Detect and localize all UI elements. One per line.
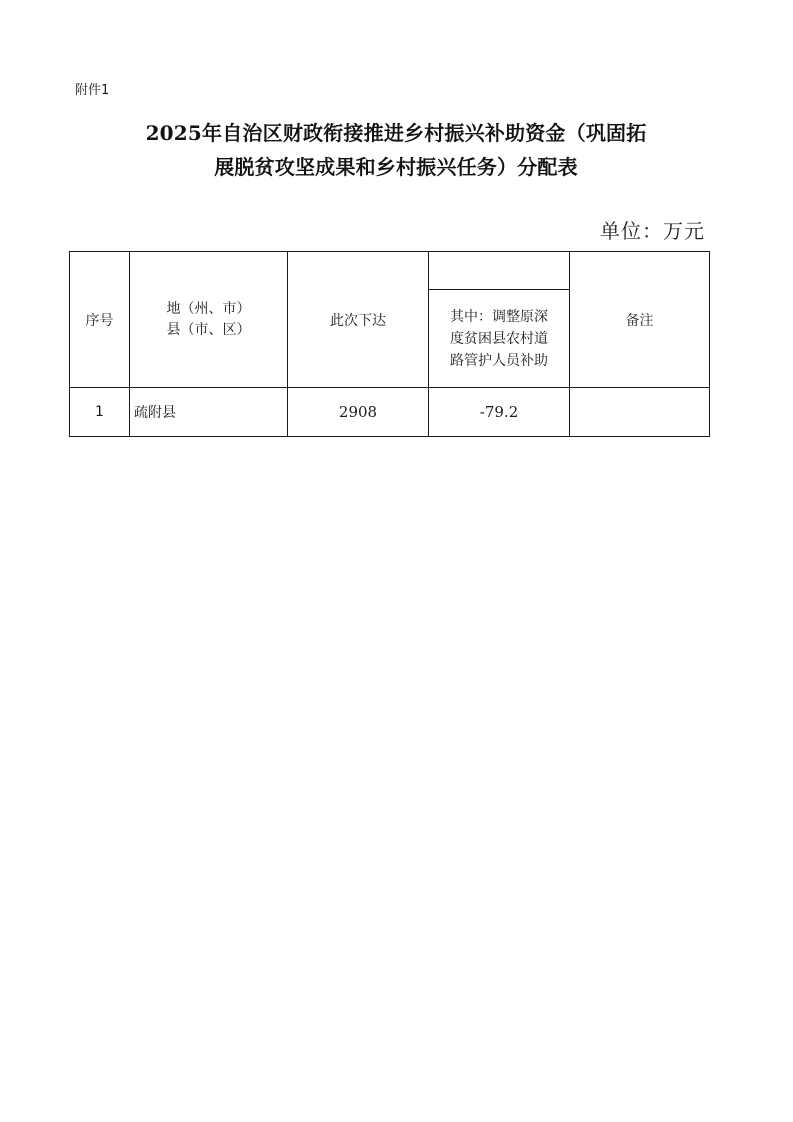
cell-note: [570, 388, 710, 437]
cell-region: 疏附县: [130, 388, 288, 437]
title-line-2: 展脱贫攻坚成果和乡村振兴任务）分配表: [214, 155, 578, 179]
header-sub-line-1: 其中：调整原深: [450, 309, 548, 325]
header-sub-box: [428, 289, 570, 388]
title-line-1: 2025年自治区财政衔接推进乡村振兴补助资金（巩固拓: [145, 121, 647, 145]
header-sub-line-2: 度贫困县农村道: [450, 331, 548, 347]
header-amount: [288, 252, 429, 388]
header-amount-label: 此次下达: [330, 312, 386, 329]
document-title: [60, 116, 732, 184]
header-region: [130, 252, 288, 388]
cell-seq: 1: [70, 388, 130, 437]
header-sub-line-3: 路管护人员补助: [450, 353, 548, 369]
header-region-line-1: 地（州、市）: [166, 300, 251, 317]
header-seq: [70, 252, 130, 388]
header-region-line-2: 县（市、区）: [166, 321, 251, 338]
cell-sub: -79.2: [429, 388, 570, 437]
header-note-label: 备注: [625, 312, 654, 329]
header-note: [570, 252, 710, 388]
header-sub: [429, 252, 570, 388]
allocation-table: [69, 251, 710, 437]
table-row: [70, 388, 710, 437]
table-header-row: [70, 252, 710, 388]
unit-label: 单位：万元: [600, 219, 705, 243]
cell-amount: 2908: [288, 388, 429, 437]
header-seq-label: 序号: [85, 312, 114, 329]
attachment-label: 附件1: [75, 83, 110, 98]
